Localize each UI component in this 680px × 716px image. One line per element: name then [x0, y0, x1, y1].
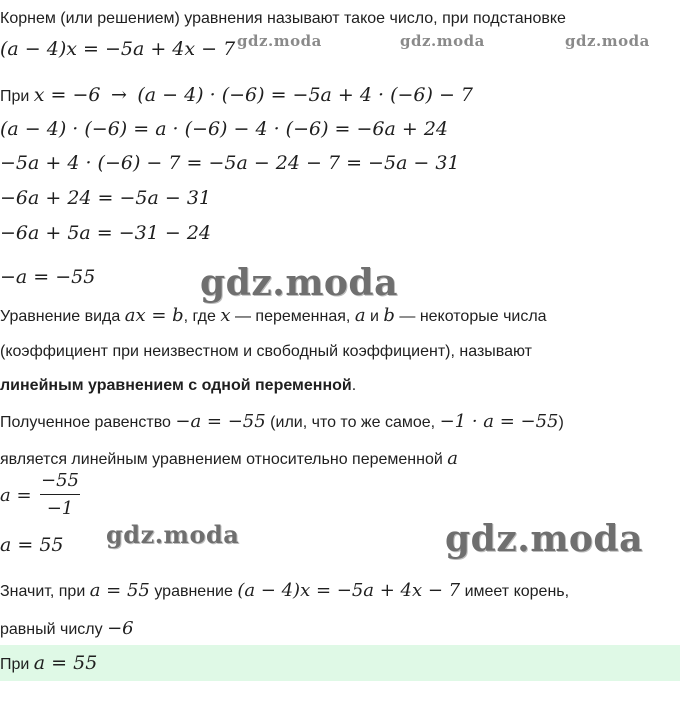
watermark-5: gdz.moda [106, 520, 240, 549]
conclusion-line-1: Значит, при a = 55 уравнение (a − 4)x = −5a + 4x − 7 имеет корень, [0, 580, 570, 601]
watermark-4: gdz.moda [200, 262, 398, 304]
definition-line-2: (коэффициент при неизвестном и свободный коэффициент), называют [0, 343, 532, 360]
answer-value: a = 55 [33, 652, 98, 674]
definition-line-1: Уравнение вида ax = b, где x — переменная, a и b — некоторые числа [0, 305, 547, 326]
obtained-line-2: является линейным уравнением относительно переменной a [0, 448, 458, 469]
step-1: (a − 4) · (−6) = a · (−6) − 4 · (−6) = −6a + 24 [0, 118, 449, 140]
watermark-3: gdz.moda [565, 32, 650, 50]
solution-result: a = 55 [0, 534, 64, 556]
watermark-2: gdz.moda [400, 32, 485, 50]
watermark-1: gdz.moda [237, 32, 322, 50]
fraction-bar [40, 494, 80, 495]
fraction-denominator: −1 [46, 498, 74, 519]
solution-lhs: a = [0, 485, 32, 506]
step-4: −6a + 5a = −31 − 24 [0, 222, 212, 244]
answer-line [0, 652, 97, 674]
definition-line-3: линейным уравнением с одной переменной. [0, 377, 357, 394]
intro-text: Корнем (или решением) уравнения называют такое число, при подстановке [0, 10, 566, 27]
conclusion-line-2: равный числу −6 [0, 618, 134, 639]
substitution-expr: (a − 4) · (−6) = −5a + 4 · (−6) − 7 [137, 84, 474, 106]
step-3: −6a + 24 = −5a − 31 [0, 187, 212, 209]
substitution-line [0, 84, 473, 106]
step-2: −5a + 4 · (−6) − 7 = −5a − 24 − 7 = −5a − 31 [0, 152, 460, 174]
arrow-icon: → [110, 84, 127, 106]
obtained-line-1: Полученное равенство −a = −55 (или, что то же самое, −1 · a = −55) [0, 411, 564, 432]
watermark-6: gdz.moda [445, 518, 643, 560]
intro-equation: (a − 4)x = −5a + 4x − 7 [0, 38, 236, 60]
fraction-numerator: −55 [41, 470, 79, 491]
step-5: −a = −55 [0, 266, 96, 288]
answer-prefix: При [0, 656, 30, 673]
answer-box [0, 645, 680, 681]
substitution-var: x = −6 [33, 84, 101, 106]
definition-term: линейным уравнением с одной переменной [0, 377, 352, 394]
substitution-prefix: При [0, 88, 30, 105]
